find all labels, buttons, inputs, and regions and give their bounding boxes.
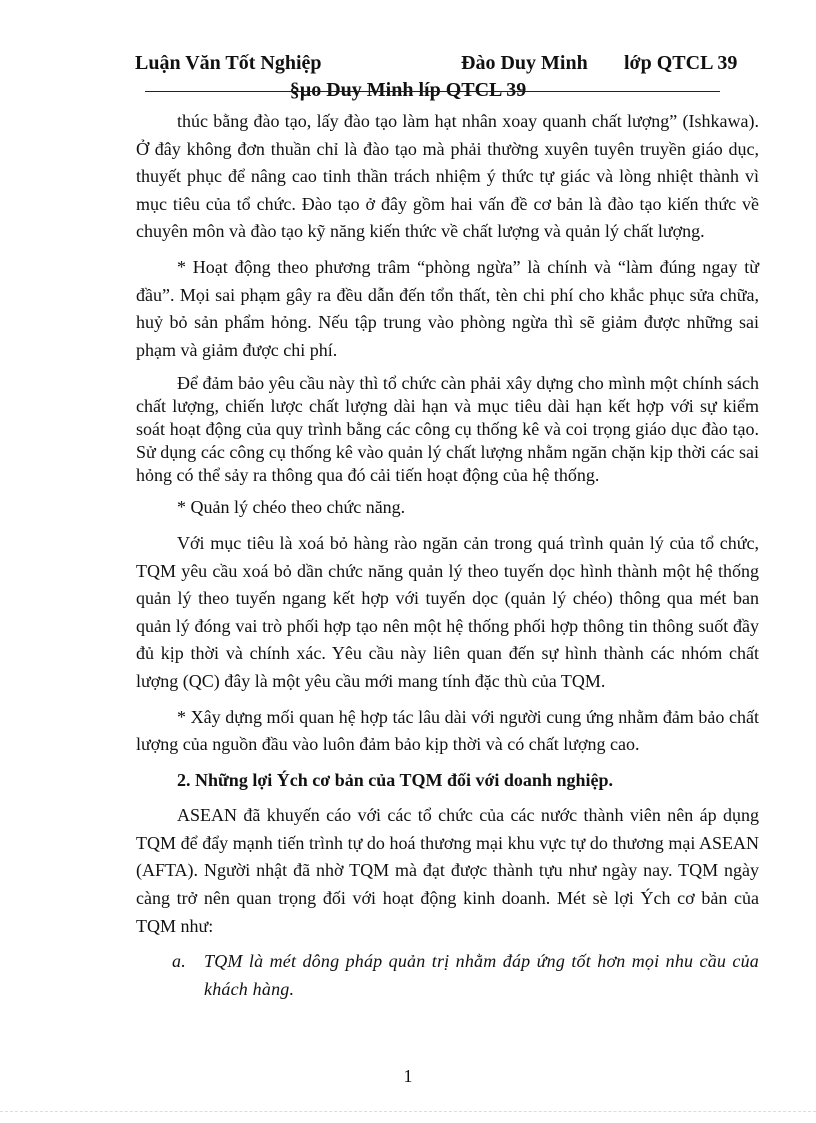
- paragraph: * Quản lý chéo theo chức năng.: [177, 497, 406, 518]
- header-rule: [145, 91, 720, 92]
- paragraph: ASEAN đã khuyến cáo với các tổ chức của các nước thành viên nên áp dụng TQM để đẩy mạnh tiến trình tự do hoá thương mại khu vực tự do thương mại ASEAN (AFTA). Người nhật đã nhờ TQM mà đạt được thành tựu như ngày nay. TQM ngày càng trở nên quan trọng đối với hoạt động kinh doanh. Mét sè lợi Ých cơ bản của TQM như:: [136, 805, 759, 936]
- page-edge-divider: [0, 1111, 816, 1112]
- header-class: lớp QTCL 39: [624, 52, 738, 74]
- page-number: 1: [403, 1066, 413, 1086]
- document-body: [136, 108, 759, 1003]
- list-item: [136, 948, 759, 1003]
- paragraph: Với mục tiêu là xoá bỏ hàng rào ngăn cản trong quá trình quản lý của tổ chức, TQM yêu cầu xoá bỏ dần chức năng quản lý theo tuyến dọc hình thành một hệ thống quản lý theo tuyến ngang kết hợp với tuyến dọc (quản lý chéo) thông qua mét ban quản lý đóng vai trò phối hợp tạo nên một hệ thống phối hợp thông tin thông suốt đầy đủ kịp thời và chính xác. Yêu cầu này liên quan đến sự hình thành các nhóm chất lượng (QC) đây là một yêu cầu mới mang tính đặc thù của TQM.: [136, 532, 759, 691]
- section-heading: 2. Những lợi Ých cơ bản của TQM đối với doanh nghiệp.: [177, 769, 613, 790]
- paragraph: * Hoạt động theo phương trâm “phòng ngừa” là chính và “làm đúng ngay từ đầu”. Mọi sai phạm gây ra đều dẫn đến tổn thất, tèn chi phí cho khắc phục sửa chữa, huỷ bỏ sản phẩm hỏng. Nếu tập trung vào phòng ngừa thì sẽ giảm được những sai phạm và giảm được chi phí.: [136, 256, 759, 360]
- paragraph: Để đảm bảo yêu cầu này thì tổ chức càn phải xây dựng cho mình một chính sách chất lượng, chiến lược chất lượng dài hạn và mục tiêu dài hạn kết hợp với sự kiểm soát hoạt động của quy trình bằng các công cụ thống kê và coi trọng giáo dục đào tạo. Sử dụng các công cụ thống kê vào quản lý chất lượng nhằm ngăn chặn kịp thời các sai hỏng có thể sảy ra thông qua đó cải tiến hoạt động của hệ thống.: [136, 373, 759, 486]
- list-item-text: TQM là mét dông pháp quản trị nhằm đáp ứng tốt hơn mọi nhu cầu của khách hàng.: [204, 951, 759, 999]
- header-author: Đào Duy Minh: [461, 52, 588, 74]
- header-subline: §µo Duy Minh líp QTCL 39: [289, 79, 527, 101]
- page-header: [135, 52, 745, 82]
- list-marker: a.: [172, 951, 186, 972]
- paragraph: * Xây dựng mối quan hệ hợp tác lâu dài với người cung ứng nhằm đảm bảo chất lượng của nguồn đầu vào luôn đảm bảo kịp thời và có chất lượng cao.: [136, 706, 759, 755]
- header-title: Luận Văn Tốt Nghiệp: [135, 52, 322, 74]
- paragraph: thúc bằng đào tạo, lấy đào tạo làm hạt nhân xoay quanh chất lượng” (Ishkawa). Ở đây không đơn thuần chỉ là đào tạo mà phải thường xuyên tuyên truyền giáo dục, thuyết phục để nâng cao tinh thần trách nhiệm ý thức tự giác và lòng nhiệt thành vì mục tiêu của tổ chức. Đào tạo ở đây gồm hai vấn đề cơ bản là đào tạo kiến thức về chuyên môn và đào tạo kỹ năng kiến thức về chất lượng và quản lý chất lượng.: [136, 111, 759, 242]
